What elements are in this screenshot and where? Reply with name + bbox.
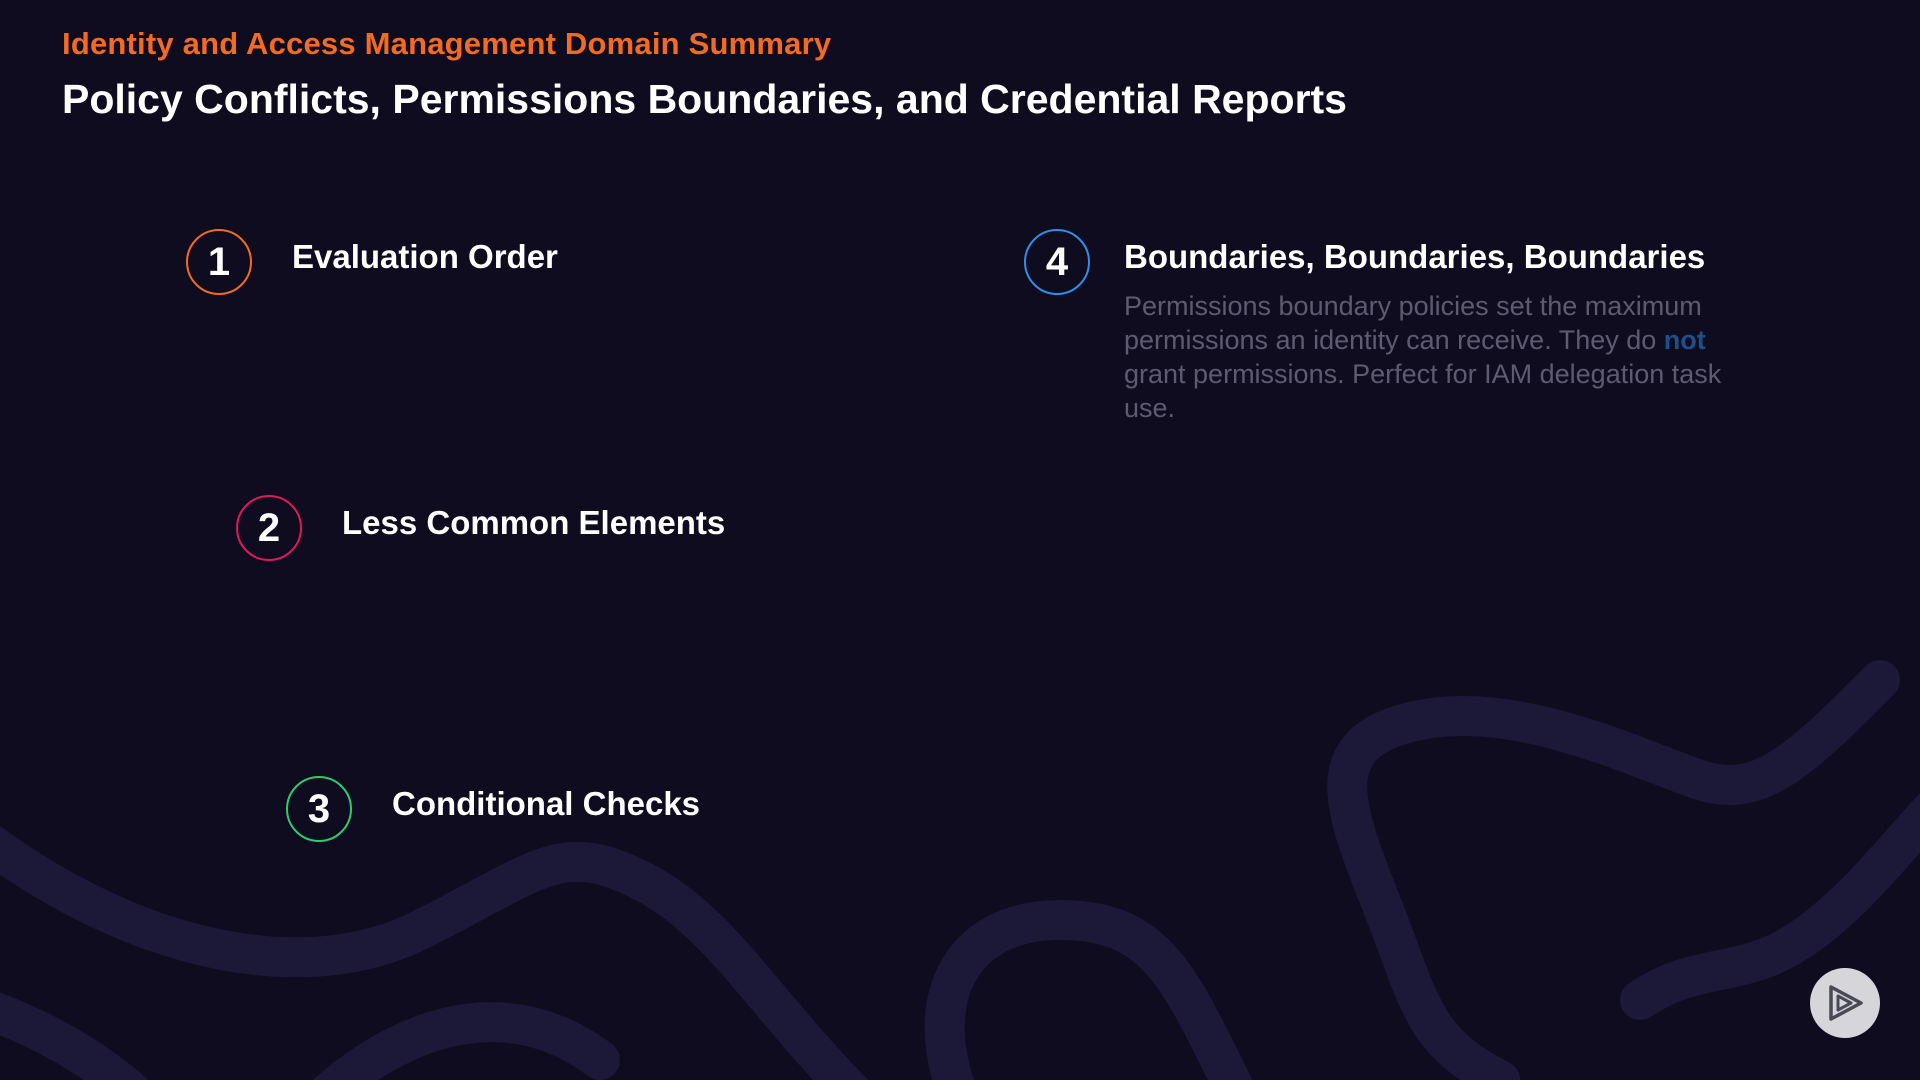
- summary-item-3: [286, 776, 700, 842]
- slide-header: [62, 24, 1347, 124]
- number-badge-2: 2: [236, 495, 302, 561]
- number-badge-3: 3: [286, 776, 352, 842]
- number-badge-4: 4: [1024, 229, 1090, 295]
- item-title-3: Conditional Checks: [392, 785, 701, 822]
- item-title-4: Boundaries, Boundaries, Boundaries: [1124, 238, 1706, 275]
- desc-text-before: Permissions boundary policies set the maximum permissions an identity can receive. They do: [1124, 291, 1702, 355]
- item-title-2: Less Common Elements: [342, 504, 726, 541]
- item-description-4: [1124, 289, 1724, 425]
- summary-item-4: [1024, 229, 1724, 425]
- player-logo-button[interactable]: [1810, 968, 1880, 1038]
- slide-title: Policy Conflicts, Permissions Boundaries, and Credential Reports: [62, 76, 1347, 122]
- slide-kicker: Identity and Access Management Domain Summary: [62, 26, 832, 61]
- desc-text-after: grant permissions. Perfect for IAM delegation task use.: [1124, 359, 1722, 423]
- item-title-1: Evaluation Order: [292, 238, 558, 275]
- summary-item-1: [186, 229, 558, 295]
- summary-item-2: [236, 495, 725, 561]
- number-badge-1: 1: [186, 229, 252, 295]
- desc-emphasis: not: [1663, 325, 1706, 355]
- play-logo-icon: [1823, 981, 1867, 1025]
